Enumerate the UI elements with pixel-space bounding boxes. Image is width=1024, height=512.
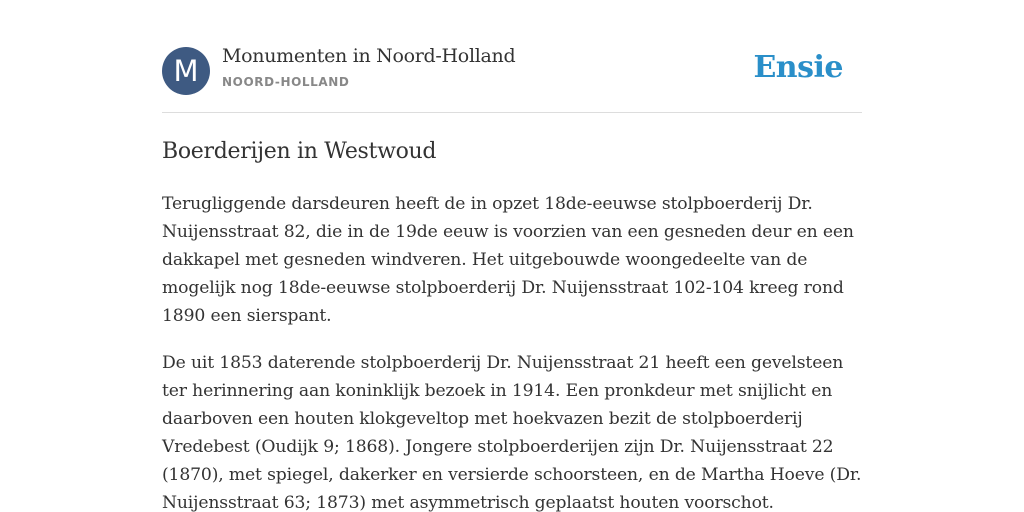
content-container [162,0,862,512]
header [162,0,862,113]
site-subtitle-link[interactable]: NOORD-HOLLAND [222,75,350,89]
article-paragraph-2: De uit 1853 daterende stolpboerderij Dr. Nuijensstraat 21 heeft een gevelsteen ter herinnering aan koninklijk bezoek in 1914. Een pronkdeur met snijlicht en daarboven een houten klokgeveltop met hoekvazen bezit de stolpboerderij Vredebest (Oudijk 9; 1868). Jongere stolpboerderijen zijn Dr. Nuijensstraat 22 (1870), met spiegel, dakerker en versierde schoorsteen, en de Martha Hoeve (Dr. Nuijensstraat 63; 1873) met asymmetrisch geplaatst houten voorschot. [162,353,862,512]
article-title: Boerderijen in Westwoud [162,139,437,164]
brand-logo-link[interactable]: Ensie [753,50,843,85]
site-title-link[interactable]: Monumenten in Noord-Holland [222,45,516,67]
article-body [162,190,862,512]
avatar[interactable]: M [162,47,210,95]
article-paragraph-1: Terugliggende darsdeuren heeft de in opzet 18de-eeuwse stolpboerderij Dr. Nuijensstraat 82, die in de 19de eeuw is voorzien van een gesneden deur en een dakkapel met gesneden windveren. Het uitgebouwde woongedeelte van de mogelijk nog 18de-eeuwse stolpboerderij Dr. Nuijensstraat 102-104 kreeg rond 1890 een sierspant. [162,194,854,326]
